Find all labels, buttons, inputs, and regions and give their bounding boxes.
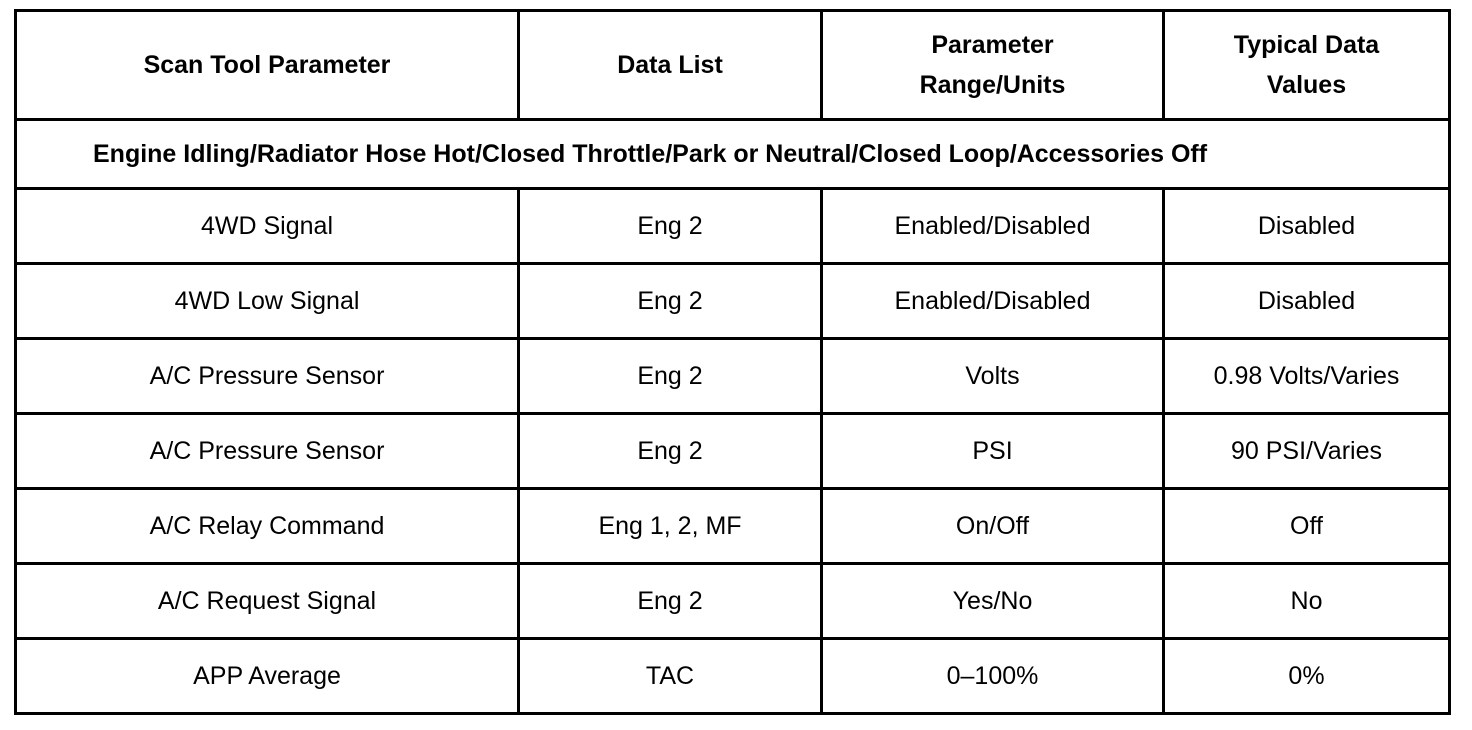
cell-typical-value: Off [1164,489,1450,564]
cell-range-units: Enabled/Disabled [822,264,1164,339]
table-row [16,414,1450,489]
cell-typical-value: No [1164,564,1450,639]
cell-data-list: Eng 2 [519,339,822,414]
header-scan-tool-parameter: Scan Tool Parameter [16,11,519,120]
header-data-list: Data List [519,11,822,120]
scan-tool-data-table [14,9,1451,715]
table-row [16,564,1450,639]
cell-data-list: Eng 2 [519,414,822,489]
cell-data-list: Eng 2 [519,264,822,339]
cell-parameter: A/C Pressure Sensor [16,339,519,414]
cell-parameter: A/C Relay Command [16,489,519,564]
table-row [16,264,1450,339]
condition-row [16,120,1450,189]
condition-text: Engine Idling/Radiator Hose Hot/Closed Throttle/Park or Neutral/Closed Loop/Accessories Off [16,120,1450,189]
cell-typical-value: 0% [1164,639,1450,714]
cell-typical-value: Disabled [1164,264,1450,339]
cell-range-units: Enabled/Disabled [822,189,1164,264]
cell-data-list: Eng 2 [519,189,822,264]
header-typical-data-values-text: Typical Data Values [1233,31,1380,99]
cell-typical-value: 0.98 Volts/Varies [1164,339,1450,414]
table-row [16,339,1450,414]
cell-range-units: On/Off [822,489,1164,564]
header-typical-data-values [1164,11,1450,120]
table-row [16,489,1450,564]
header-parameter-range-units-text: Parameter Range/Units [919,31,1066,99]
cell-parameter: A/C Pressure Sensor [16,414,519,489]
table-row [16,189,1450,264]
cell-typical-value: Disabled [1164,189,1450,264]
cell-parameter: A/C Request Signal [16,564,519,639]
cell-range-units: PSI [822,414,1164,489]
cell-parameter: APP Average [16,639,519,714]
table-header [16,11,1450,120]
cell-data-list: Eng 1, 2, MF [519,489,822,564]
table-row [16,639,1450,714]
cell-data-list: Eng 2 [519,564,822,639]
header-parameter-range-units [822,11,1164,120]
cell-typical-value: 90 PSI/Varies [1164,414,1450,489]
table-body [16,120,1450,714]
header-row [16,11,1450,120]
cell-range-units: 0–100% [822,639,1164,714]
cell-range-units: Yes/No [822,564,1164,639]
cell-data-list: TAC [519,639,822,714]
cell-range-units: Volts [822,339,1164,414]
cell-parameter: 4WD Signal [16,189,519,264]
cell-parameter: 4WD Low Signal [16,264,519,339]
